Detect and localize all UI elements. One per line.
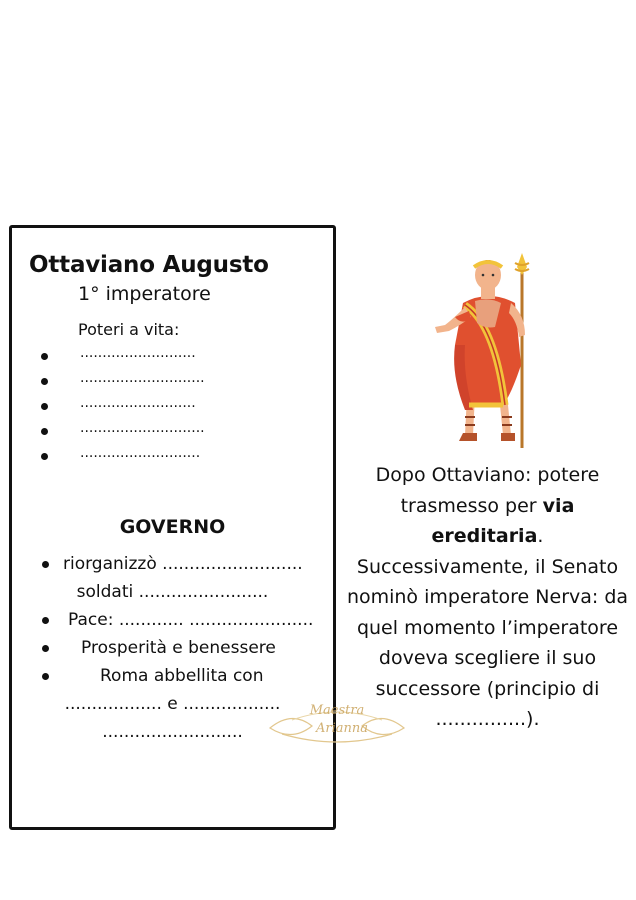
roman-emperor-icon bbox=[425, 245, 555, 455]
fill-in-blank[interactable]: ........................... bbox=[80, 445, 201, 461]
governo-item-1[interactable]: riorganizzò .......................... bbox=[63, 554, 303, 574]
bullet-icon bbox=[42, 617, 49, 624]
fill-in-blank[interactable]: ............................ bbox=[80, 420, 205, 436]
card-title: Ottaviano Augusto bbox=[29, 252, 269, 278]
bullet-icon bbox=[42, 673, 49, 680]
governo-item-4: Roma abbellita con bbox=[100, 666, 264, 686]
governo-item-2[interactable]: Pace: ............ ....................... bbox=[68, 610, 314, 630]
governo-item-1-cont[interactable]: soldati ........................ bbox=[76, 582, 269, 602]
bullet-icon bbox=[41, 378, 48, 385]
list-item bbox=[12, 606, 333, 634]
watermark-line-2: Arianna bbox=[315, 721, 369, 736]
governo-item-3: Prosperità e benessere bbox=[81, 638, 276, 658]
bullet-icon bbox=[41, 428, 48, 435]
list-item-continuation bbox=[12, 578, 333, 606]
fill-in-blank[interactable]: ............................ bbox=[80, 370, 205, 386]
bullet-icon bbox=[41, 353, 48, 360]
fill-in-blank[interactable]: .......................... bbox=[80, 345, 196, 361]
maestra-arianna-watermark-icon bbox=[262, 690, 412, 750]
powers-label: Poteri a vita: bbox=[78, 320, 180, 339]
bullet-icon bbox=[42, 561, 49, 568]
governo-item-4-cont[interactable]: .................. e .................. bbox=[64, 694, 281, 714]
card-subtitle: 1° imperatore bbox=[78, 283, 211, 305]
list-item bbox=[12, 634, 333, 662]
fill-in-blank[interactable]: .......................... bbox=[80, 395, 196, 411]
governo-item-4-cont2[interactable]: .......................... bbox=[102, 722, 243, 742]
governo-title: GOVERNO bbox=[119, 516, 226, 538]
bullet-icon bbox=[41, 453, 48, 460]
paragraph-part-1: Dopo Ottaviano: potere trasmesso per bbox=[375, 464, 600, 517]
bullet-icon bbox=[41, 403, 48, 410]
paragraph-part-2: . Successivamente, il Senato nominò imperatore Nerva: da quel momento l’imperatore doveva scegliere il suo successore (principio di ...............). bbox=[346, 525, 629, 730]
bullet-icon bbox=[42, 645, 49, 652]
list-item bbox=[12, 550, 333, 578]
watermark-line-1: Maestra bbox=[309, 703, 365, 718]
list-item bbox=[12, 662, 333, 690]
paragraph-bold: via ereditaria bbox=[431, 494, 575, 547]
